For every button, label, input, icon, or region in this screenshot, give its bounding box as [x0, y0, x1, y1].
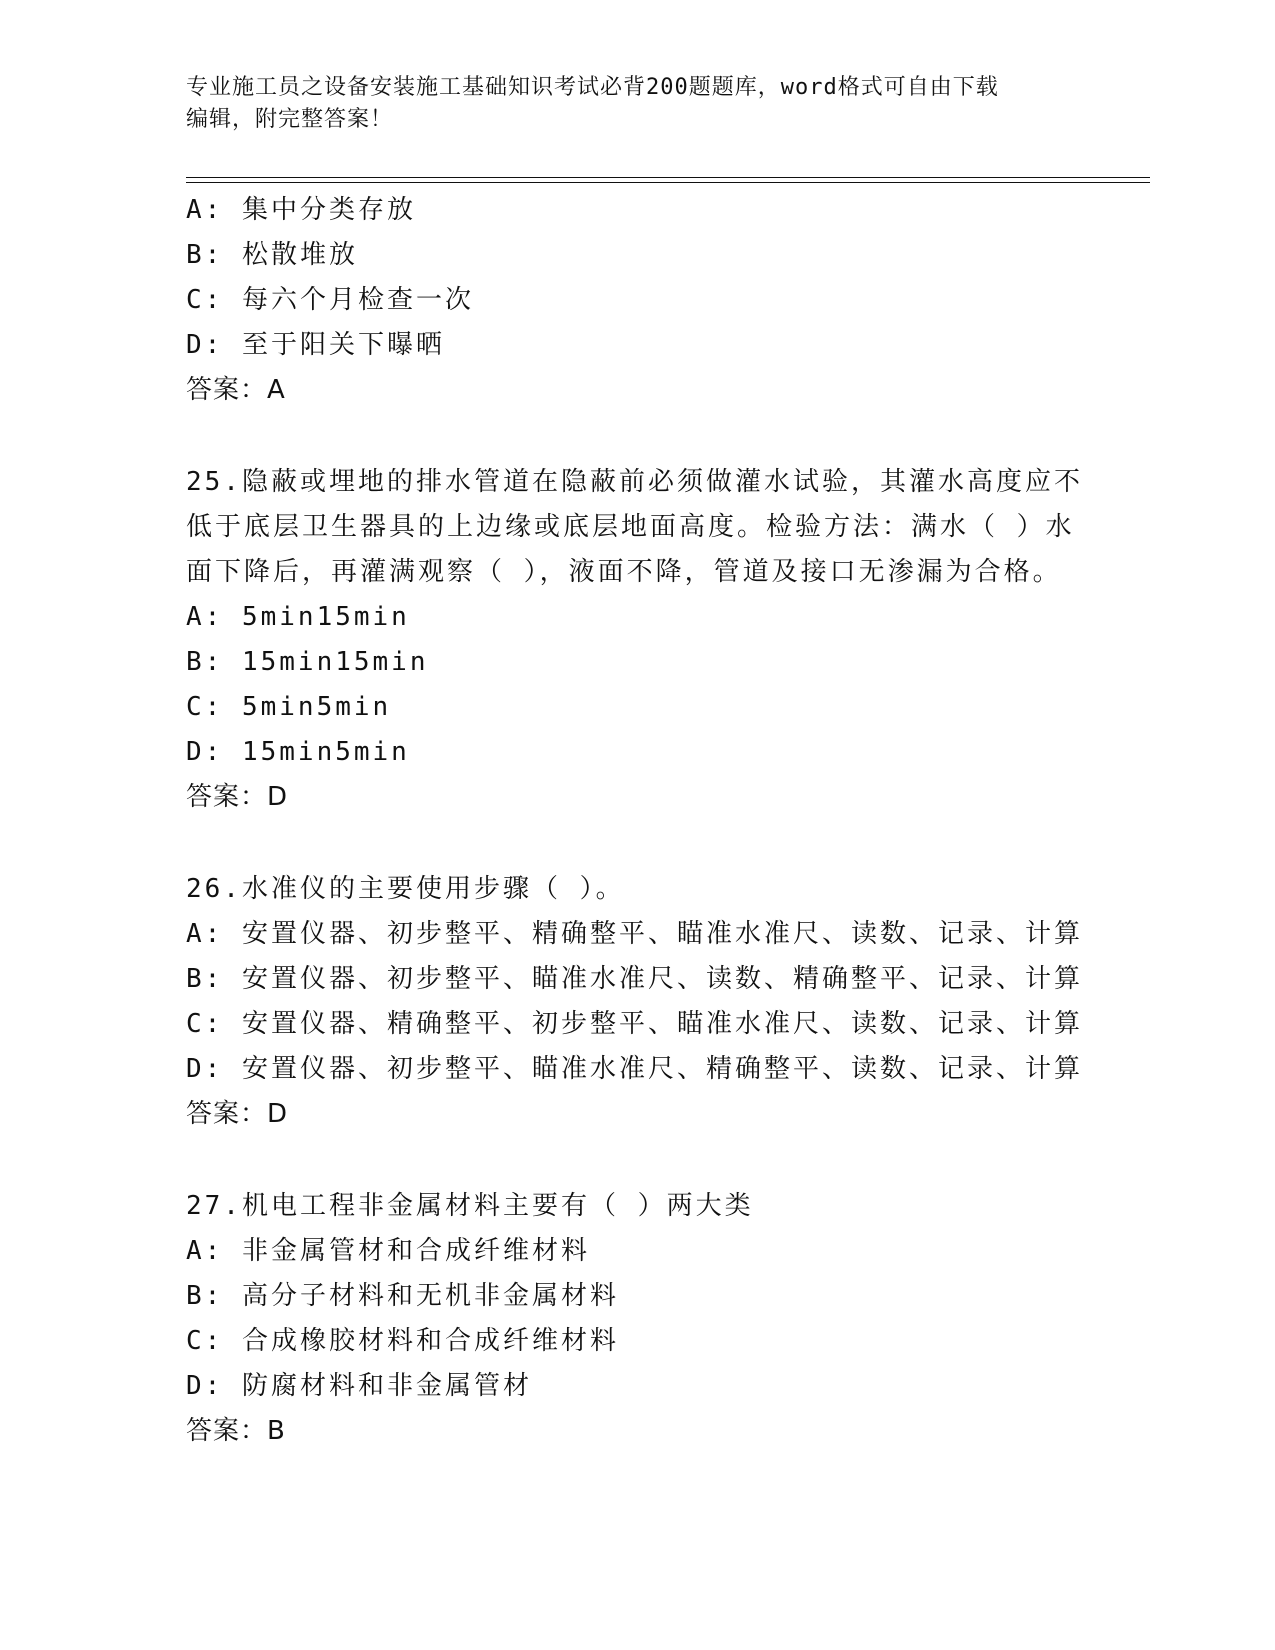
- option-d: D: 安置仪器、初步整平、瞄准水准尺、精确整平、读数、记录、计算: [186, 1054, 1083, 1084]
- question-stem-line: 27.机电工程非金属材料主要有（ ）两大类: [186, 1191, 754, 1221]
- header-title-line1: 专业施工员之设备安装施工基础知识考试必背200题题库，word格式可自由下载: [186, 75, 999, 100]
- option-a: A: 5min15min: [186, 602, 410, 632]
- option-c: C: 安置仪器、精确整平、初步整平、瞄准水准尺、读数、记录、计算: [186, 1009, 1083, 1039]
- answer: 答案：D: [186, 782, 289, 812]
- option-b: B: 高分子材料和无机非金属材料: [186, 1281, 619, 1311]
- question-stem-line: 面下降后，再灌满观察（ ），液面不降，管道及接口无渗漏为合格。: [186, 557, 1062, 587]
- question-25: [186, 460, 1086, 820]
- option-d: D: 至于阳关下曝晒: [186, 330, 445, 360]
- answer: 答案：D: [186, 1099, 289, 1129]
- option-c: C: 合成橡胶材料和合成纤维材料: [186, 1326, 619, 1356]
- option-a: A: 安置仪器、初步整平、精确整平、瞄准水准尺、读数、记录、计算: [186, 919, 1083, 949]
- option-d: D: 15min5min: [186, 737, 410, 767]
- question-24-continued: [186, 188, 1086, 413]
- option-b: B: 松散堆放: [186, 240, 358, 270]
- option-d: D: 防腐材料和非金属管材: [186, 1371, 532, 1401]
- answer: 答案：A: [186, 375, 286, 405]
- document-header: [186, 72, 1066, 136]
- option-c: C: 5min5min: [186, 692, 392, 722]
- question-stem-line: 25.隐蔽或埋地的排水管道在隐蔽前必须做灌水试验，其灌水高度应不: [186, 467, 1083, 497]
- header-rule-bottom: [186, 182, 1150, 183]
- question-27: [186, 1184, 1086, 1454]
- question-26: [186, 867, 1086, 1137]
- question-list: [186, 188, 1086, 1454]
- option-b: B: 安置仪器、初步整平、瞄准水准尺、读数、精确整平、记录、计算: [186, 964, 1083, 994]
- option-b: B: 15min15min: [186, 647, 429, 677]
- header-title-line2: 编辑，附完整答案！: [186, 107, 394, 132]
- question-stem-line: 26.水准仪的主要使用步骤（ ）。: [186, 874, 625, 904]
- option-a: A: 非金属管材和合成纤维材料: [186, 1236, 590, 1266]
- header-rule-top: [186, 177, 1150, 178]
- answer: 答案：B: [186, 1416, 286, 1446]
- question-stem-line: 低于底层卫生器具的上边缘或底层地面高度。检验方法：满水（ ）水: [186, 512, 1075, 542]
- option-c: C: 每六个月检查一次: [186, 285, 474, 315]
- option-a: A: 集中分类存放: [186, 195, 416, 225]
